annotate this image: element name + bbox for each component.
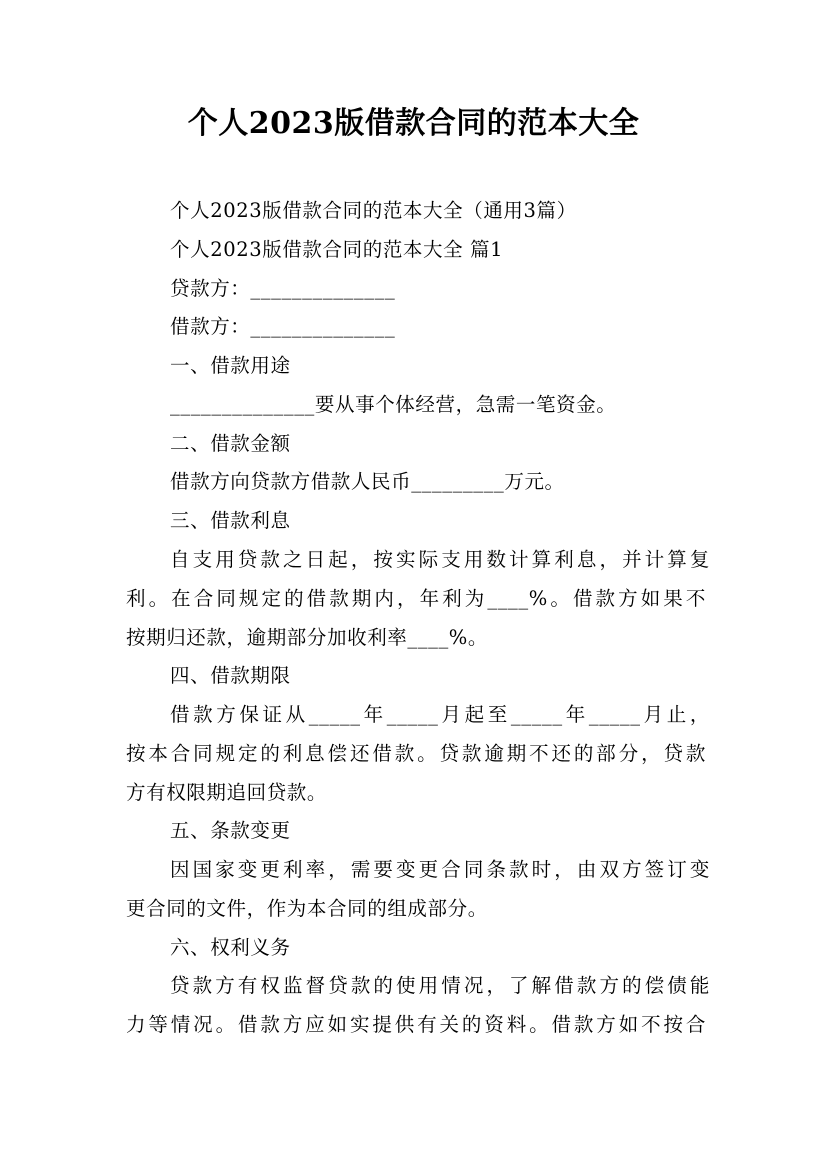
paragraph-line: ______________要从事个体经营，急需一笔资金。 [170,393,617,416]
paragraph-line: 借款方保证从_____年_____月起至_____年_____月止， [170,703,710,726]
paragraph-line: 利。在合同规定的借款期内，年利为____%。借款方如果不 [126,587,706,610]
lender-field: 贷款方：______________ [170,277,396,300]
paragraph-line: 按期归还款，逾期部分加收利率____%。 [126,626,489,649]
clause-heading: 四、借款期限 [170,664,291,687]
document-title: 个人2023版借款合同的范本大全 [187,106,640,141]
paragraph-line: 借款方向贷款方借款人民币_________万元。 [170,470,565,493]
paragraph-line: 贷款方有权监督贷款的使用情况，了解借款方的偿债能 [170,974,710,997]
paragraph-line: 按本合同规定的利息偿还借款。贷款逾期不还的部分，贷款 [126,742,706,765]
paragraph-line: 自支用贷款之日起，按实际支用数计算利息，并计算复 [170,548,710,571]
clause-heading: 三、借款利息 [170,509,291,532]
subtitle-line: 个人2023版借款合同的范本大全（通用3篇） [170,199,577,222]
clause-heading: 一、借款用途 [170,354,291,377]
clause-heading: 二、借款金额 [170,432,291,455]
borrower-field: 借款方：______________ [170,315,396,338]
clause-heading: 六、权利义务 [170,936,291,959]
clause-heading: 五、条款变更 [170,819,291,842]
paragraph-line: 更合同的文件，作为本合同的组成部分。 [126,897,488,920]
paragraph-line: 方有权限期追回贷款。 [126,781,328,804]
paragraph-line: 因国家变更利率，需要变更合同条款时，由双方签订变 [170,858,710,881]
paragraph-line: 力等情况。借款方应如实提供有关的资料。借款方如不按合 [126,1013,706,1036]
section-heading: 个人2023版借款合同的范本大全 篇1 [170,238,504,261]
